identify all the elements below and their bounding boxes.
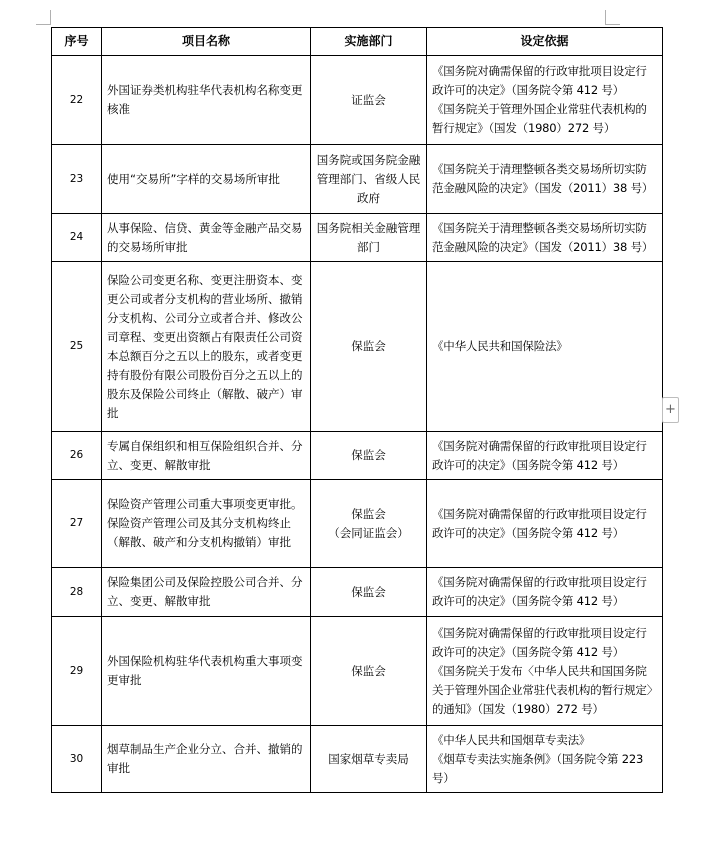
row-number: 28 <box>52 568 102 617</box>
item-name: 使用“交易所”字样的交易场所审批 <box>102 145 311 214</box>
basis-line: 《烟草专卖法实施条例》（国务院令第 223 号） <box>432 751 644 785</box>
legal-basis <box>427 726 663 793</box>
department <box>311 145 427 214</box>
item-name: 从事保险、信贷、黄金等金融产品交易的交易场所审批 <box>102 214 311 262</box>
legal-basis <box>427 145 663 214</box>
table-row <box>52 480 663 568</box>
page-corner-mark-left <box>36 10 51 25</box>
row-number: 23 <box>52 145 102 214</box>
row-number: 24 <box>52 214 102 262</box>
table-row <box>52 568 663 617</box>
header-no: 序号 <box>52 28 102 56</box>
row-number: 25 <box>52 262 102 432</box>
basis-line: 《国务院关于清理整顿各类交易场所切实防范金融风险的决定》（国发（2011）38 号） <box>432 162 654 195</box>
row-number: 22 <box>52 56 102 145</box>
department-line: 保监会 <box>351 448 386 462</box>
row-number: 27 <box>52 480 102 568</box>
item-name: 保险集团公司及保险控股公司合并、分立、变更、解散审批 <box>102 568 311 617</box>
department-line: 证监会 <box>351 92 386 107</box>
department-line: 保监会 <box>351 506 386 521</box>
row-number: 29 <box>52 617 102 726</box>
item-name: 烟草制品生产企业分立、合并、撤销的审批 <box>102 726 311 793</box>
item-name: 专属自保组织和相互保险组织合并、分立、变更、解散审批 <box>102 432 311 480</box>
basis-line: 《国务院对确需保留的行政审批项目设定行政许可的决定》（国务院令第 412 号） <box>432 506 647 540</box>
department-line: 国家烟草专卖局 <box>328 751 409 766</box>
department <box>311 432 427 480</box>
department <box>311 568 427 617</box>
basis-line: 《国务院关于发布〈中华人民共和国国务院关于管理外国企业常驻代表机构的暂行规定〉的通知》（国发（1980）272 号） <box>432 663 653 716</box>
item-name: 保险资产管理公司重大事项变更审批。保险资产管理公司及其分支机构终止（解散、破产和分支机构撤销）审批 <box>102 480 311 568</box>
table-row <box>52 617 663 726</box>
table-row <box>52 145 663 214</box>
legal-basis <box>427 56 663 145</box>
item-name: 外国证券类机构驻华代表机构名称变更核准 <box>102 56 311 145</box>
header-item-name: 项目名称 <box>102 28 311 56</box>
department <box>311 726 427 793</box>
basis-line: 《中华人民共和国烟草专卖法》 <box>432 732 591 747</box>
department <box>311 56 427 145</box>
table-row <box>52 214 663 262</box>
department <box>311 480 427 568</box>
basis-line: 《中华人民共和国保险法》 <box>432 339 568 353</box>
row-number: 30 <box>52 726 102 793</box>
item-name: 外国保险机构驻华代表机构重大事项变更审批 <box>102 617 311 726</box>
header-department: 实施部门 <box>311 28 427 56</box>
department-line: （会同证监会） <box>328 525 409 540</box>
table-header-row <box>52 28 663 56</box>
row-number: 26 <box>52 432 102 480</box>
legal-basis <box>427 262 663 432</box>
basis-line: 《国务院对确需保留的行政审批项目设定行政许可的决定》（国务院令第 412 号） <box>432 64 647 97</box>
basis-line: 《国务院对确需保留的行政审批项目设定行政许可的决定》（国务院令第 412 号） <box>432 438 647 472</box>
department <box>311 617 427 726</box>
add-row-button[interactable]: + <box>662 397 679 423</box>
legal-basis <box>427 568 663 617</box>
department <box>311 214 427 262</box>
department-line: 保监会 <box>351 663 386 678</box>
basis-line: 《国务院对确需保留的行政审批项目设定行政许可的决定》（国务院令第 412 号） <box>432 625 647 659</box>
basis-line: 《国务院关于管理外国企业常驻代表机构的暂行规定》（国发（1980）272 号） <box>432 102 647 135</box>
table-row <box>52 56 663 145</box>
legal-basis <box>427 480 663 568</box>
legal-basis <box>427 214 663 262</box>
item-name: 保险公司变更名称、变更注册资本、变更公司或者分支机构的营业场所、撤销分支机构、公司分立或者合并、修改公司章程、变更出资额占有限责任公司资本总额百分之五以上的股东，或者变更持有股份有限公司股份百分之五以上的股东及保险公司终止（解散、破产）审批 <box>102 262 311 432</box>
department-line: 国务院相关金融管理部门 <box>316 220 421 254</box>
legal-basis <box>427 617 663 726</box>
table-row <box>52 262 663 432</box>
approval-items-table <box>51 27 663 793</box>
department-line: 保监会 <box>351 584 386 599</box>
basis-line: 《国务院对确需保留的行政审批项目设定行政许可的决定》（国务院令第 412 号） <box>432 575 647 608</box>
department <box>311 262 427 432</box>
header-legal-basis: 设定依据 <box>427 28 663 56</box>
page-corner-mark-right <box>605 10 620 25</box>
department-line: 国务院或国务院金融管理部门、省级人民政府 <box>316 152 421 205</box>
department-line: 保监会 <box>351 339 386 353</box>
basis-line: 《国务院关于清理整顿各类交易场所切实防范金融风险的决定》（国发（2011）38 号） <box>432 220 654 254</box>
table-row <box>52 726 663 793</box>
legal-basis <box>427 432 663 480</box>
table-row <box>52 432 663 480</box>
